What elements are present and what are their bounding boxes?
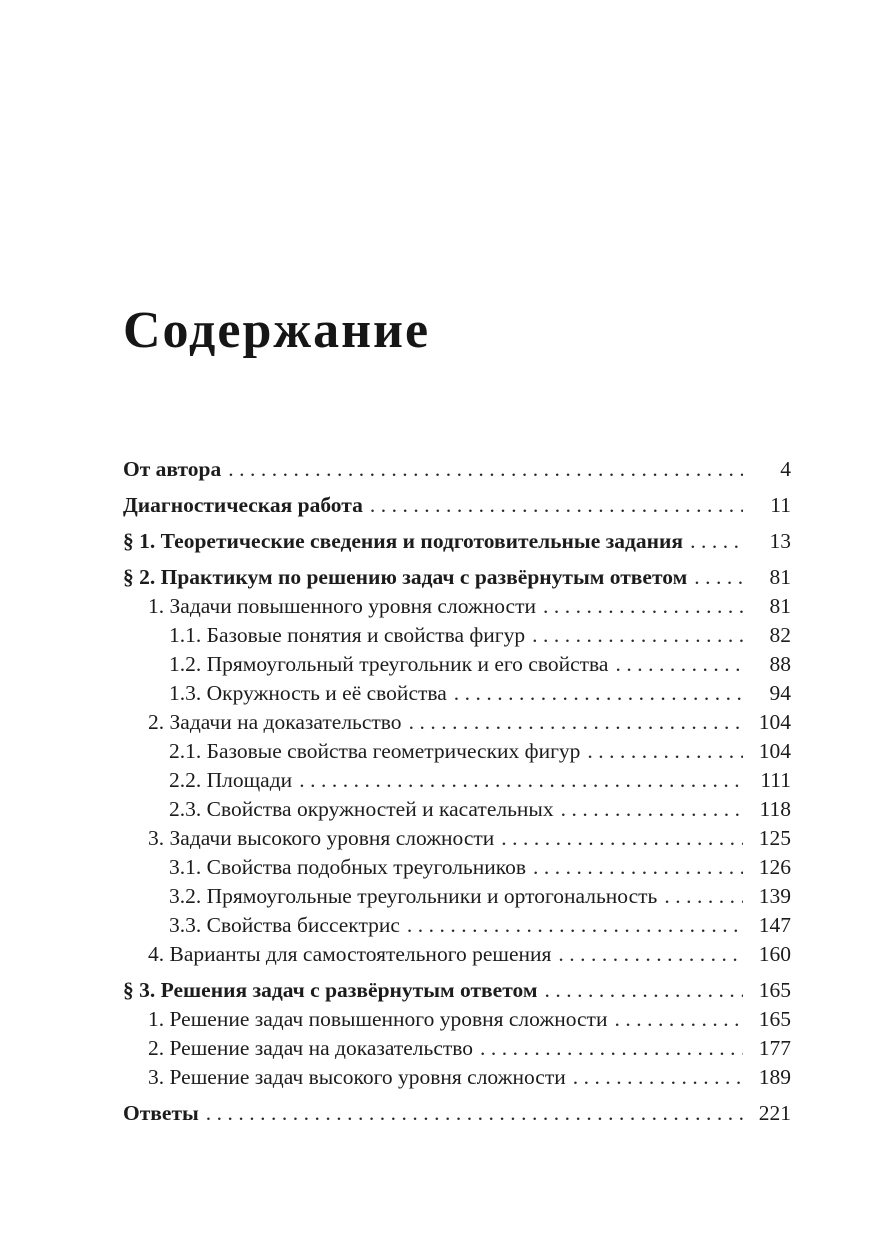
toc-entry-page: 81 bbox=[769, 594, 791, 618]
dot-leader bbox=[561, 795, 743, 824]
toc-entry bbox=[123, 491, 791, 520]
toc-entry-label: 1.3. Окружность и её свойства bbox=[169, 681, 447, 705]
dot-leader bbox=[228, 455, 743, 484]
toc-entry bbox=[123, 853, 791, 882]
toc-entry-label: 1.2. Прямоугольный треугольник и его свойства bbox=[169, 652, 609, 676]
toc-entry bbox=[123, 563, 791, 592]
toc-entry-label: 2. Задачи на доказательство bbox=[148, 710, 402, 734]
dot-leader bbox=[407, 911, 743, 940]
toc-entry-label: 3. Задачи высокого уровня сложности bbox=[148, 826, 495, 850]
table-of-contents bbox=[123, 455, 791, 1128]
toc-entry-label: § 3. Решения задач с развёрнутым ответом bbox=[123, 978, 538, 1002]
toc-entry bbox=[123, 882, 791, 911]
toc-entry-page: 11 bbox=[770, 493, 791, 517]
toc-entry bbox=[123, 650, 791, 679]
toc-entry-page: 4 bbox=[780, 457, 791, 481]
toc-entry-page: 165 bbox=[758, 1007, 791, 1031]
toc-entry-page: 104 bbox=[758, 739, 791, 763]
toc-entry-page: 160 bbox=[758, 942, 791, 966]
toc-entry bbox=[123, 1034, 791, 1063]
dot-leader bbox=[299, 766, 743, 795]
toc-entry-label: От автора bbox=[123, 457, 222, 481]
dot-leader bbox=[587, 737, 743, 766]
toc-entry bbox=[123, 795, 791, 824]
toc-entry-label: 1. Задачи повышенного уровня сложности bbox=[148, 594, 536, 618]
toc-entry-page: 221 bbox=[758, 1101, 791, 1125]
toc-entry bbox=[123, 527, 791, 556]
dot-leader bbox=[690, 527, 743, 556]
toc-entry-label: 3.1. Свойства подобных треугольников bbox=[169, 855, 527, 879]
toc-entry-page: 177 bbox=[758, 1036, 791, 1060]
toc-entry-page: 139 bbox=[758, 884, 791, 908]
toc-entry bbox=[123, 708, 791, 737]
dot-leader bbox=[615, 650, 743, 679]
toc-entry-label: 3.2. Прямоугольные треугольники и ортогональность bbox=[169, 884, 658, 908]
toc-entry-page: 13 bbox=[769, 529, 791, 553]
dot-leader bbox=[454, 679, 743, 708]
toc-entry bbox=[123, 679, 791, 708]
page-title: Содержание bbox=[123, 302, 431, 359]
toc-entry-label: 1. Решение задач повышенного уровня сложности bbox=[148, 1007, 608, 1031]
toc-entry-page: 82 bbox=[769, 623, 791, 647]
toc-entry-page: 88 bbox=[769, 652, 791, 676]
toc-entry bbox=[123, 911, 791, 940]
dot-leader bbox=[532, 621, 743, 650]
toc-entry-label: 2. Решение задач на доказательство bbox=[148, 1036, 474, 1060]
toc-entry-page: 125 bbox=[758, 826, 791, 850]
dot-leader bbox=[409, 708, 743, 737]
toc-entry-label: 3. Решение задач высокого уровня сложности bbox=[148, 1065, 566, 1089]
dot-leader bbox=[480, 1034, 743, 1063]
toc-entry-label: Ответы bbox=[123, 1101, 199, 1125]
toc-entry-label: 2.1. Базовые свойства геометрических фигур bbox=[169, 739, 581, 763]
toc-entry-page: 189 bbox=[758, 1065, 791, 1089]
toc-entry bbox=[123, 455, 791, 484]
toc-entry-label: 3.3. Свойства биссектрис bbox=[169, 913, 400, 937]
dot-leader bbox=[501, 824, 743, 853]
toc-entry-page: 111 bbox=[760, 768, 791, 792]
toc-entry-label: 4. Варианты для самостоятельного решения bbox=[148, 942, 552, 966]
dot-leader bbox=[558, 940, 743, 969]
toc-entry bbox=[123, 1005, 791, 1034]
dot-leader bbox=[370, 491, 743, 520]
toc-entry bbox=[123, 766, 791, 795]
dot-leader bbox=[206, 1099, 743, 1128]
toc-entry-label: Диагностическая работа bbox=[123, 493, 363, 517]
dot-leader bbox=[694, 563, 743, 592]
toc-entry-label: 1.1. Базовые понятия и свойства фигур bbox=[169, 623, 526, 647]
toc-entry bbox=[123, 737, 791, 766]
toc-entry-label: § 2. Практикум по решению задач с развёрнутым ответом bbox=[123, 565, 688, 589]
toc-entry-label: § 1. Теоретические сведения и подготовительные задания bbox=[123, 529, 684, 553]
toc-entry-label: 2.3. Свойства окружностей и касательных bbox=[169, 797, 554, 821]
dot-leader bbox=[544, 976, 743, 1005]
dot-leader bbox=[664, 882, 743, 911]
toc-entry-page: 165 bbox=[758, 978, 791, 1002]
toc-entry bbox=[123, 592, 791, 621]
toc-entry bbox=[123, 621, 791, 650]
toc-entry bbox=[123, 940, 791, 969]
dot-leader bbox=[573, 1063, 743, 1092]
toc-entry bbox=[123, 1099, 791, 1128]
toc-entry-page: 104 bbox=[758, 710, 791, 734]
toc-entry-page: 118 bbox=[759, 797, 791, 821]
dot-leader bbox=[543, 592, 743, 621]
dot-leader bbox=[533, 853, 743, 882]
toc-entry-page: 81 bbox=[769, 565, 791, 589]
toc-entry-page: 94 bbox=[769, 681, 791, 705]
toc-entry-label: 2.2. Площади bbox=[169, 768, 293, 792]
toc-entry bbox=[123, 976, 791, 1005]
toc-entry-page: 126 bbox=[758, 855, 791, 879]
dot-leader bbox=[614, 1005, 743, 1034]
toc-entry-page: 147 bbox=[758, 913, 791, 937]
toc-entry bbox=[123, 824, 791, 853]
toc-entry bbox=[123, 1063, 791, 1092]
